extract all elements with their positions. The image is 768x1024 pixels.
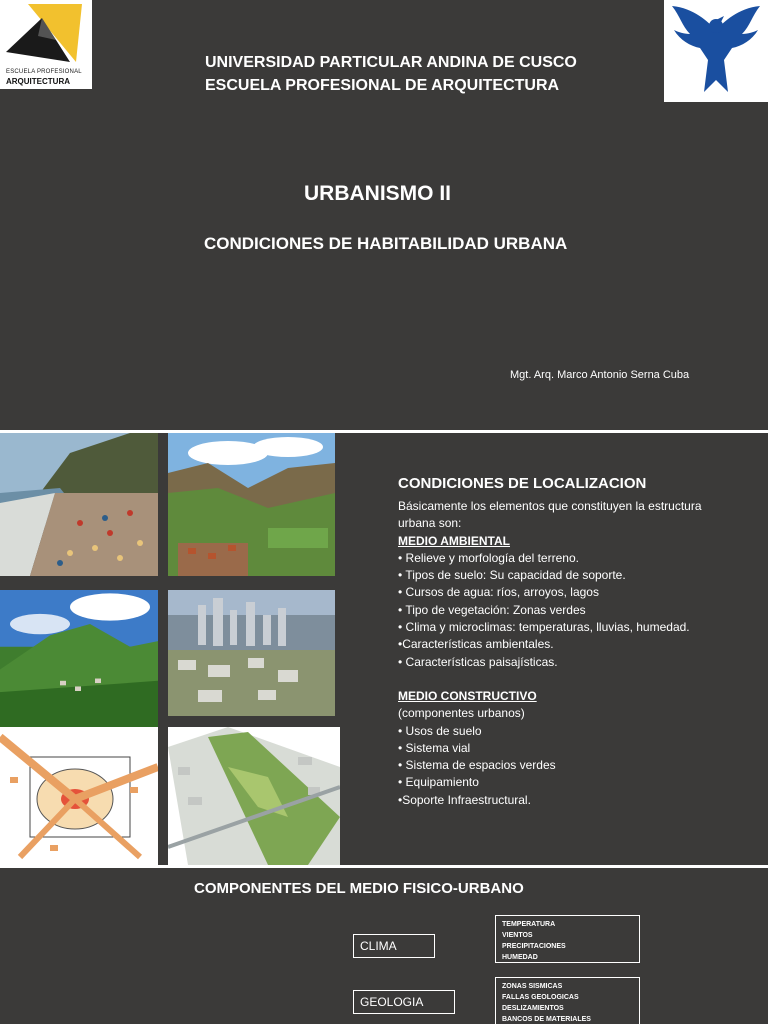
list-item: • Equipamiento bbox=[398, 775, 479, 790]
list-item: • Clima y microclimas: temperaturas, lluvias, humedad. bbox=[398, 620, 690, 635]
list-item: • Tipo de vegetación: Zonas verdes bbox=[398, 602, 586, 617]
list-item: •Características ambientales. bbox=[398, 637, 554, 652]
list-item: TEMPERATURA bbox=[502, 921, 556, 928]
list-item: • Sistema vial bbox=[398, 740, 471, 755]
logo-caption-small: ESCUELA PROFESIONAL bbox=[6, 69, 82, 75]
localization-text bbox=[398, 475, 758, 809]
list-item: • Sistema de espacios verdes bbox=[398, 758, 556, 773]
clima-box: CLIMA bbox=[353, 934, 435, 958]
course-title: URBANISMO II bbox=[304, 182, 451, 205]
list-item: BANCOS DE MATERIALES bbox=[502, 1016, 591, 1023]
intro-line-2: urbana son: bbox=[398, 516, 462, 531]
list-item: • Usos de suelo bbox=[398, 723, 482, 738]
list-item: HUMEDAD bbox=[502, 954, 538, 961]
list-item: • Cursos de agua: ríos, arroyos, lagos bbox=[398, 585, 599, 600]
section-heading: CONDICIONES DE LOCALIZACION bbox=[398, 475, 647, 492]
mountain-town-photo bbox=[0, 590, 158, 733]
list-item: ZONAS SISMICAS bbox=[502, 983, 563, 990]
university-name: UNIVERSIDAD PARTICULAR ANDINA DE CUSCO bbox=[205, 54, 577, 71]
components-title: COMPONENTES DEL MEDIO FISICO-URBANO bbox=[194, 880, 524, 897]
author-name: Mgt. Arq. Marco Antonio Serna Cuba bbox=[510, 369, 690, 381]
components-slide bbox=[0, 868, 768, 1024]
list-item: • Características paisajísticas. bbox=[398, 654, 558, 669]
triangle-logo-icon bbox=[0, 0, 92, 70]
university-logo bbox=[664, 0, 768, 102]
constructivo-title: MEDIO CONSTRUCTIVO bbox=[398, 688, 537, 703]
ambiental-title: MEDIO AMBIENTAL bbox=[398, 533, 510, 548]
logo-caption-big: ARQUITECTURA bbox=[6, 77, 70, 86]
list-item: • Tipos de suelo: Su capacidad de soporte. bbox=[398, 568, 626, 583]
geologia-box: GEOLOGIA bbox=[353, 990, 455, 1014]
school-logo bbox=[0, 0, 92, 89]
list-item: PRECIPITACIONES bbox=[502, 943, 566, 950]
list-item: • Relieve y morfología del terreno. bbox=[398, 550, 579, 565]
geologia-details bbox=[495, 977, 640, 1024]
slide-subtitle: CONDICIONES DE HABITABILIDAD URBANA bbox=[204, 234, 568, 253]
constructivo-subtitle: (componentes urbanos) bbox=[398, 706, 525, 721]
city-map-photo bbox=[0, 727, 158, 865]
list-item: VIENTOS bbox=[502, 932, 533, 939]
beach-photo bbox=[0, 433, 158, 576]
valley-photo bbox=[168, 433, 335, 576]
localization-slide bbox=[0, 433, 768, 865]
park-render-photo bbox=[168, 727, 340, 865]
intro-line-1: Básicamente los elementos que constituyen la estructura bbox=[398, 499, 702, 513]
list-item: DESLIZAMIENTOS bbox=[502, 1005, 564, 1012]
eagle-logo-icon bbox=[664, 0, 768, 102]
list-item: FALLAS GEOLOGICAS bbox=[502, 994, 579, 1001]
clima-details bbox=[495, 915, 640, 963]
list-item: •Soporte Infraestructural. bbox=[398, 792, 531, 807]
title-slide bbox=[0, 0, 768, 430]
school-name: ESCUELA PROFESIONAL DE ARQUITECTURA bbox=[205, 77, 560, 94]
city-aerial-photo bbox=[168, 590, 335, 716]
